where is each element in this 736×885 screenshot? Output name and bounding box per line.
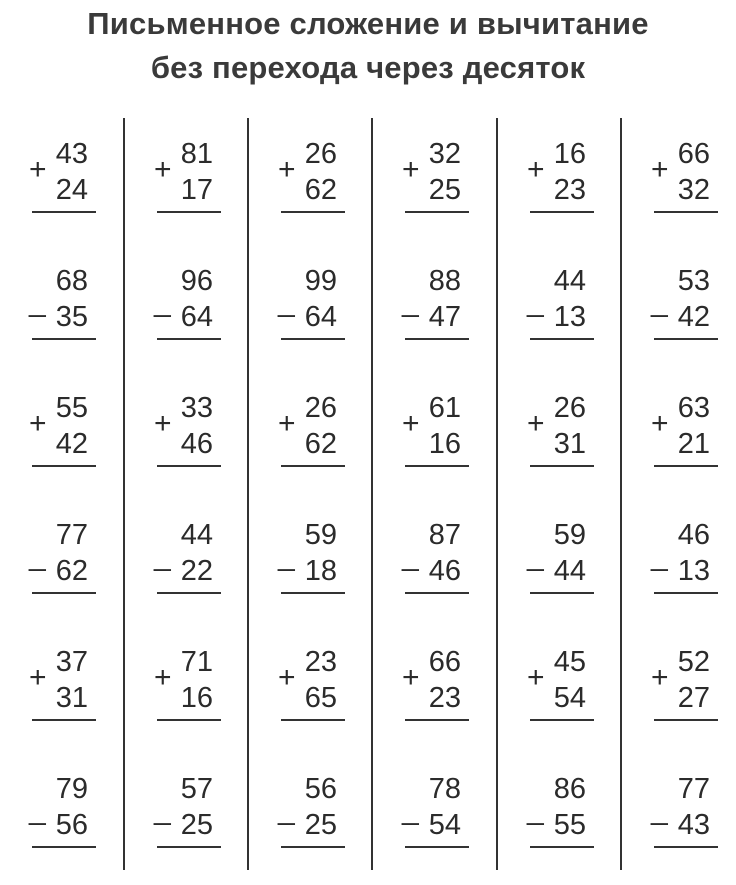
plus-sign: + (154, 153, 172, 186)
bottom-number: 27 (677, 682, 710, 714)
answer-line (281, 465, 345, 467)
column-divider (371, 118, 373, 870)
top-number: 56 (304, 773, 337, 805)
answer-line (654, 465, 718, 467)
bottom-number: 55 (553, 809, 586, 841)
top-number: 77 (55, 519, 88, 551)
plus-sign: + (29, 153, 47, 186)
subtraction-problem (26, 773, 118, 885)
top-number: 59 (304, 519, 337, 551)
bottom-number: 62 (55, 555, 88, 587)
top-number: 78 (428, 773, 461, 805)
plus-sign: + (278, 153, 296, 186)
addition-problem (648, 646, 736, 758)
minus-sign: _ (651, 285, 668, 318)
top-number: 61 (428, 392, 461, 424)
answer-line (281, 592, 345, 594)
minus-sign: _ (402, 539, 419, 572)
top-number: 26 (304, 392, 337, 424)
answer-line (530, 846, 594, 848)
bottom-number: 64 (180, 301, 213, 333)
addition-problem (275, 646, 367, 758)
bottom-number: 13 (677, 555, 710, 587)
bottom-number: 16 (428, 428, 461, 460)
top-number: 86 (553, 773, 586, 805)
plus-sign: + (278, 661, 296, 694)
minus-sign: _ (402, 285, 419, 318)
addition-problem (648, 392, 736, 504)
answer-line (530, 719, 594, 721)
addition-problem (524, 138, 616, 250)
subtraction-problem (275, 519, 367, 631)
top-number: 79 (55, 773, 88, 805)
answer-line (405, 211, 469, 213)
top-number: 26 (304, 138, 337, 170)
bottom-number: 47 (428, 301, 461, 333)
bottom-number: 24 (55, 174, 88, 206)
plus-sign: + (651, 153, 669, 186)
column-divider (247, 118, 249, 870)
minus-sign: _ (278, 793, 295, 826)
top-number: 88 (428, 265, 461, 297)
subtraction-problem (275, 265, 367, 377)
answer-line (654, 846, 718, 848)
answer-line (157, 465, 221, 467)
bottom-number: 32 (677, 174, 710, 206)
bottom-number: 35 (55, 301, 88, 333)
bottom-number: 56 (55, 809, 88, 841)
top-number: 99 (304, 265, 337, 297)
top-number: 96 (180, 265, 213, 297)
top-number: 59 (553, 519, 586, 551)
answer-line (281, 211, 345, 213)
addition-problem (399, 392, 491, 504)
addition-problem (151, 138, 243, 250)
bottom-number: 13 (553, 301, 586, 333)
answer-line (157, 211, 221, 213)
addition-problem (26, 392, 118, 504)
subtraction-problem (524, 265, 616, 377)
answer-line (654, 719, 718, 721)
plus-sign: + (29, 661, 47, 694)
top-number: 52 (677, 646, 710, 678)
minus-sign: _ (29, 285, 46, 318)
bottom-number: 43 (677, 809, 710, 841)
answer-line (157, 846, 221, 848)
answer-line (405, 719, 469, 721)
bottom-number: 17 (180, 174, 213, 206)
subtraction-problem (151, 265, 243, 377)
column-divider (620, 118, 622, 870)
top-number: 45 (553, 646, 586, 678)
bottom-number: 46 (180, 428, 213, 460)
answer-line (32, 211, 96, 213)
top-number: 87 (428, 519, 461, 551)
answer-line (530, 592, 594, 594)
plus-sign: + (402, 661, 420, 694)
worksheet-title: Письменное сложение и вычитание (87, 6, 649, 41)
plus-sign: + (527, 661, 545, 694)
addition-problem (26, 138, 118, 250)
minus-sign: _ (278, 285, 295, 318)
minus-sign: _ (154, 285, 171, 318)
addition-problem (399, 646, 491, 758)
bottom-number: 22 (180, 555, 213, 587)
bottom-number: 64 (304, 301, 337, 333)
top-number: 23 (304, 646, 337, 678)
bottom-number: 25 (304, 809, 337, 841)
top-number: 44 (180, 519, 213, 551)
answer-line (32, 846, 96, 848)
plus-sign: + (527, 407, 545, 440)
answer-line (281, 719, 345, 721)
top-number: 32 (428, 138, 461, 170)
bottom-number: 54 (553, 682, 586, 714)
worksheet-subtitle: без перехода через десяток (150, 50, 586, 85)
top-number: 26 (553, 392, 586, 424)
bottom-number: 62 (304, 428, 337, 460)
minus-sign: _ (527, 793, 544, 826)
subtraction-problem (26, 265, 118, 377)
bottom-number: 65 (304, 682, 337, 714)
subtraction-problem (399, 519, 491, 631)
bottom-number: 46 (428, 555, 461, 587)
answer-line (32, 719, 96, 721)
answer-line (654, 592, 718, 594)
answer-line (654, 338, 718, 340)
top-number: 44 (553, 265, 586, 297)
minus-sign: _ (154, 539, 171, 572)
bottom-number: 23 (553, 174, 586, 206)
addition-problem (26, 646, 118, 758)
top-number: 77 (677, 773, 710, 805)
plus-sign: + (154, 407, 172, 440)
subtraction-problem (524, 519, 616, 631)
top-number: 68 (55, 265, 88, 297)
subtraction-problem (26, 519, 118, 631)
top-number: 33 (180, 392, 213, 424)
plus-sign: + (402, 153, 420, 186)
bottom-number: 31 (553, 428, 586, 460)
minus-sign: _ (29, 793, 46, 826)
bottom-number: 54 (428, 809, 461, 841)
answer-line (405, 338, 469, 340)
answer-line (281, 338, 345, 340)
top-number: 53 (677, 265, 710, 297)
top-number: 37 (55, 646, 88, 678)
column-divider (123, 118, 125, 870)
minus-sign: _ (278, 539, 295, 572)
answer-line (32, 592, 96, 594)
answer-line (405, 465, 469, 467)
addition-problem (151, 646, 243, 758)
answer-line (157, 719, 221, 721)
subtraction-problem (275, 773, 367, 885)
subtraction-problem (399, 773, 491, 885)
top-number: 46 (677, 519, 710, 551)
bottom-number: 42 (677, 301, 710, 333)
addition-problem (151, 392, 243, 504)
column-divider (496, 118, 498, 870)
plus-sign: + (651, 407, 669, 440)
plus-sign: + (278, 407, 296, 440)
bottom-number: 21 (677, 428, 710, 460)
top-number: 71 (180, 646, 213, 678)
plus-sign: + (651, 661, 669, 694)
answer-line (157, 338, 221, 340)
answer-line (405, 592, 469, 594)
addition-problem (524, 646, 616, 758)
bottom-number: 62 (304, 174, 337, 206)
bottom-number: 25 (180, 809, 213, 841)
top-number: 63 (677, 392, 710, 424)
top-number: 55 (55, 392, 88, 424)
bottom-number: 42 (55, 428, 88, 460)
answer-line (530, 338, 594, 340)
answer-line (157, 592, 221, 594)
plus-sign: + (29, 407, 47, 440)
answer-line (405, 846, 469, 848)
bottom-number: 44 (553, 555, 586, 587)
plus-sign: + (154, 661, 172, 694)
answer-line (654, 211, 718, 213)
subtraction-problem (648, 519, 736, 631)
subtraction-problem (399, 265, 491, 377)
answer-line (32, 338, 96, 340)
top-number: 81 (180, 138, 213, 170)
minus-sign: _ (154, 793, 171, 826)
bottom-number: 18 (304, 555, 337, 587)
plus-sign: + (402, 407, 420, 440)
top-number: 16 (553, 138, 586, 170)
addition-problem (275, 392, 367, 504)
subtraction-problem (524, 773, 616, 885)
answer-line (32, 465, 96, 467)
minus-sign: _ (527, 539, 544, 572)
minus-sign: _ (651, 793, 668, 826)
addition-problem (275, 138, 367, 250)
subtraction-problem (151, 519, 243, 631)
plus-sign: + (527, 153, 545, 186)
subtraction-problem (648, 773, 736, 885)
addition-problem (399, 138, 491, 250)
minus-sign: _ (29, 539, 46, 572)
top-number: 57 (180, 773, 213, 805)
answer-line (281, 846, 345, 848)
addition-problem (524, 392, 616, 504)
minus-sign: _ (402, 793, 419, 826)
answer-line (530, 465, 594, 467)
subtraction-problem (151, 773, 243, 885)
bottom-number: 31 (55, 682, 88, 714)
subtraction-problem (648, 265, 736, 377)
minus-sign: _ (651, 539, 668, 572)
bottom-number: 25 (428, 174, 461, 206)
addition-problem (648, 138, 736, 250)
top-number: 66 (677, 138, 710, 170)
bottom-number: 16 (180, 682, 213, 714)
answer-line (530, 211, 594, 213)
top-number: 66 (428, 646, 461, 678)
top-number: 43 (55, 138, 88, 170)
bottom-number: 23 (428, 682, 461, 714)
minus-sign: _ (527, 285, 544, 318)
